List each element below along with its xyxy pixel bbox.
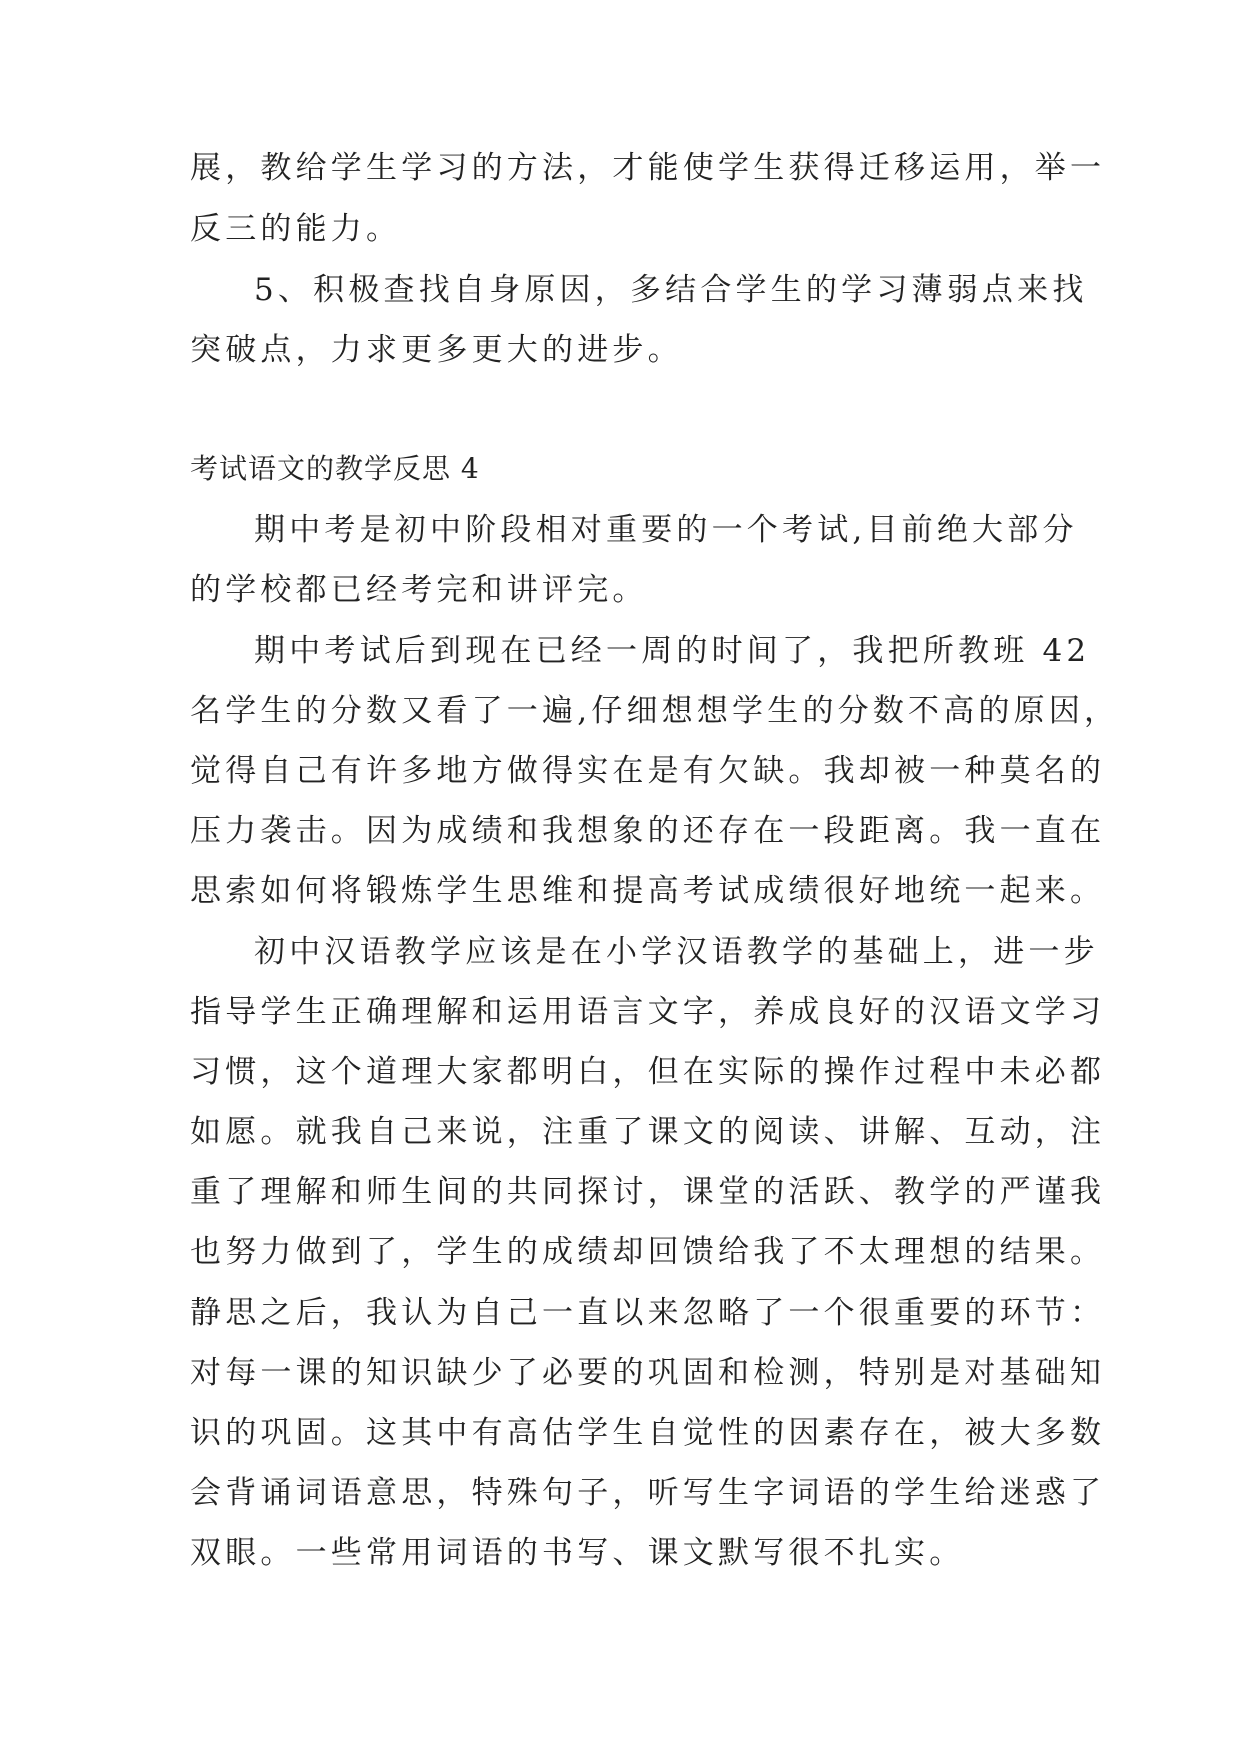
section-title: 考试语文的教学反思 4: [190, 452, 480, 485]
text-line: 指导学生正确理解和运用语言文字，养成良好的汉语文学习: [190, 994, 1106, 1030]
text-line: 的学校都已经考完和讲评完。: [190, 572, 648, 608]
text-line: 反三的能力。: [190, 211, 402, 247]
text-line: 压力袭击。因为成绩和我想象的还存在一段距离。我一直在: [190, 813, 1106, 849]
text-line: 对每一课的知识缺少了必要的巩固和检测，特别是对基础知: [190, 1355, 1106, 1391]
text-line: 突破点，力求更多更大的进步。: [190, 332, 683, 368]
text-line: 双眼。一些常用词语的书写、课文默写很不扎实。: [190, 1535, 965, 1571]
text-line: 期中考是初中阶段相对重要的一个考试,目前绝大部分: [254, 512, 1078, 548]
text-line: 期中考试后到现在已经一周的时间了，我把所教班 42: [254, 633, 1091, 669]
text-line: 习惯，这个道理大家都明白，但在实际的操作过程中未必都: [190, 1054, 1106, 1090]
text-line: 思索如何将锻炼学生思维和提高考试成绩很好地统一起来。: [190, 873, 1106, 909]
text-line: 会背诵词语意思，特殊句子，听写生字词语的学生给迷惑了: [190, 1475, 1106, 1511]
text-line: 识的巩固。这其中有高估学生自觉性的因素存在，被大多数: [190, 1415, 1106, 1451]
text-line: 如愿。就我自己来说，注重了课文的阅读、讲解、互动，注: [190, 1114, 1106, 1150]
text-line: 名学生的分数又看了一遍,仔细想想学生的分数不高的原因，: [190, 693, 1120, 729]
text-line: 初中汉语教学应该是在小学汉语教学的基础上，进一步: [254, 934, 1099, 970]
text-line: 展，教给学生学习的方法，才能使学生获得迁移运用，举一: [190, 150, 1106, 186]
text-line: 觉得自己有许多地方做得实在是有欠缺。我却被一种莫名的: [190, 753, 1106, 789]
text-line: 重了理解和师生间的共同探讨，课堂的活跃、教学的严谨我: [190, 1174, 1106, 1210]
text-line: 也努力做到了，学生的成绩却回馈给我了不太理想的结果。: [190, 1234, 1106, 1270]
text-line: 静思之后，我认为自己一直以来忽略了一个很重要的环节：: [190, 1295, 1106, 1331]
text-line: 5、积极查找自身原因，多结合学生的学习薄弱点来找: [254, 272, 1088, 308]
